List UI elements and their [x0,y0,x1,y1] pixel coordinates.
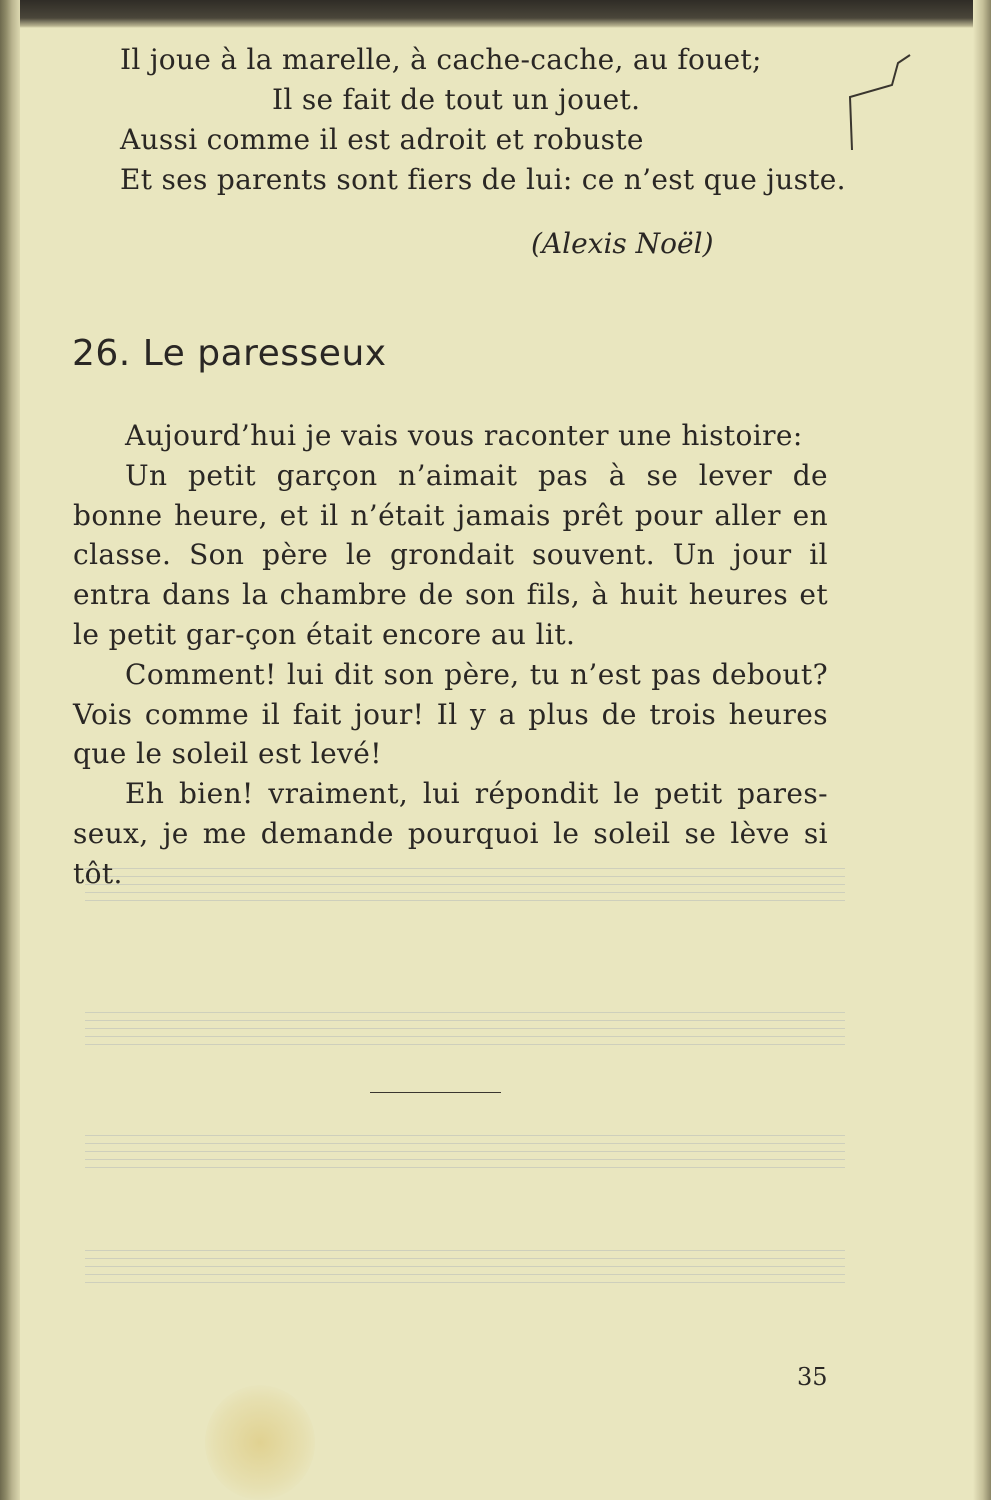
poem-line: Et ses parents sont fiers de lui: ce n’est que juste. [120,163,846,196]
bleed-through-staff [85,1135,845,1169]
page-top-edge [20,0,991,28]
page-number: 35 [797,1363,828,1391]
book-binding-edge [0,0,20,1500]
paragraph: Un petit garçon n’aimait pas à se lever de bonne heure, et il n’était jamais prêt pour aller en classe. Son père le grondait souvent. Un jour il entra dans la chambre de son fils, à huit heures et le petit gar-çon était encore au lit. [73,458,828,651]
poem-line: Il se fait de tout un jouet. [272,83,641,116]
bleed-through-staff [85,1250,845,1284]
paragraph: Aujourd’hui je vais vous raconter une histoire: [125,419,803,452]
paper-stain [205,1385,315,1500]
section-title: 26. Le paresseux [72,333,387,374]
poem-line: Il joue à la marelle, à cache-cache, au fouet; [120,43,762,76]
poem-line: Aussi comme il est adroit et robuste [120,123,644,156]
corner-tear-mark [840,45,920,155]
page-right-edge [973,0,991,1500]
poem-author: (Alexis Noël) [531,227,714,260]
story-text [73,416,828,894]
section-end-rule [370,1092,501,1093]
bleed-through-staff [85,1012,845,1046]
paragraph: Eh bien! vraiment, lui répondit le petit pares-seux, je me demande pourquoi le soleil se lève si tôt. [73,777,828,890]
paragraph: Comment! lui dit son père, tu n’est pas debout? Vois comme il fait jour! Il y a plus de trois heures que le soleil est levé! [73,657,828,771]
